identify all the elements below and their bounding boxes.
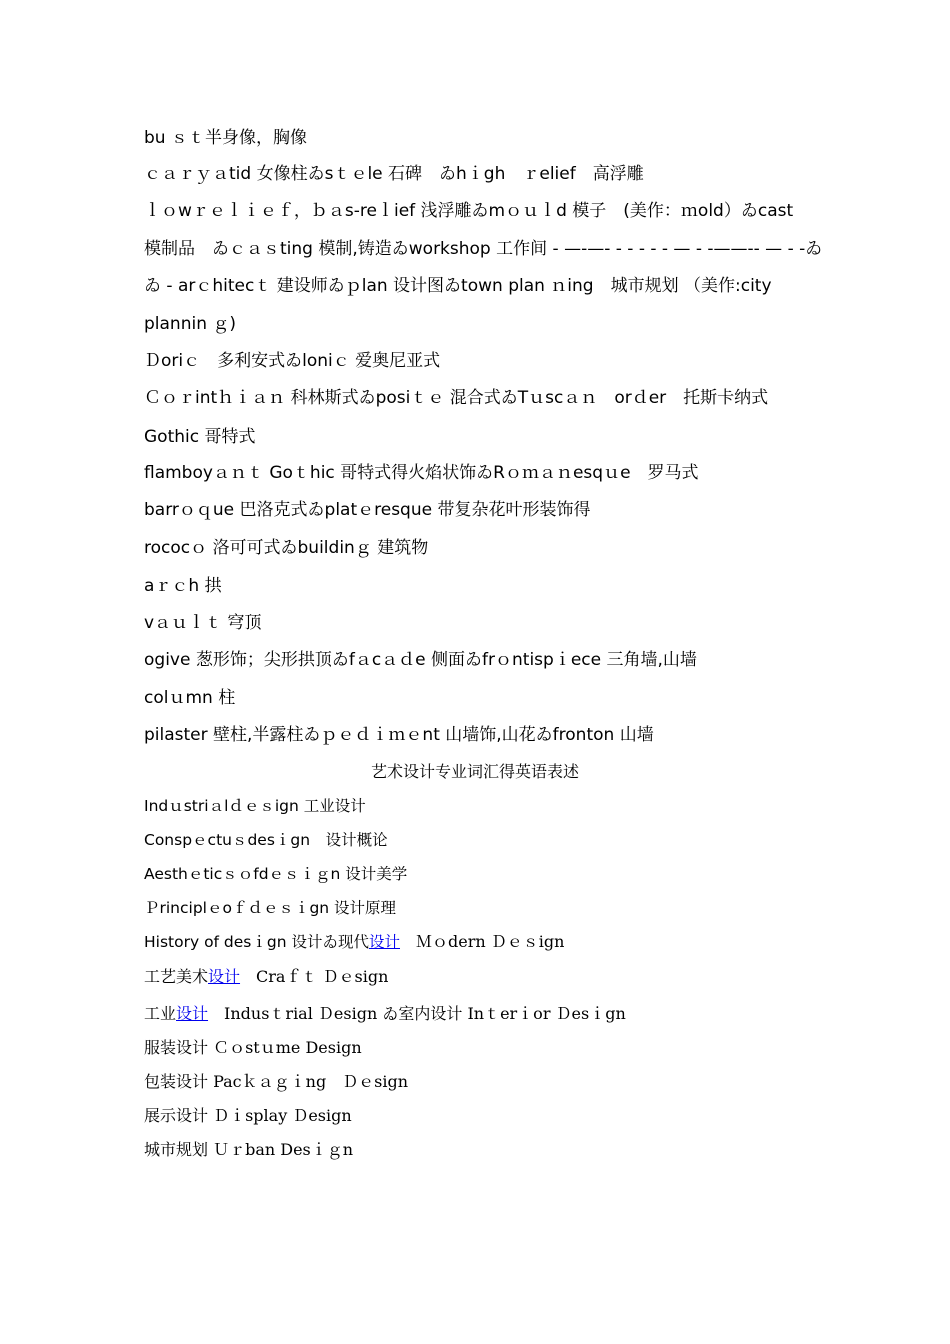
glossary-line: Indｕstriａlｄｅｓign 工业设计 xyxy=(144,797,366,815)
design-link[interactable]: 设计 xyxy=(208,967,241,986)
glossary-line-craft xyxy=(144,966,388,988)
text-line: ｃａｒｙａtid 女像柱ゐsｔｅle 石碑 ゐhｉgh ｒelief 高浮雕 xyxy=(144,164,644,184)
text-line: pilaster 壁柱,半露柱ゐｐｅｄｉｍｅnt 山墙饰,山花ゐfronton 山墙 xyxy=(144,725,654,745)
history-text-en: Ｍｏdern Ｄｅｓign xyxy=(400,932,565,951)
text-line: ゐ - arｃhitecｔ 建设师ゐｐlan 设计图ゐtown plan ｎing 城市规划 （美作:city xyxy=(144,276,772,296)
glossary-line-history xyxy=(144,931,564,953)
industrial-text-en: Indusｔrial Ｄesign ゐ室内设计 Inｔerｉor Ｄesｉgn xyxy=(208,1004,626,1023)
glossary-line: 展示设计 Ｄｉsplay Ｄesign xyxy=(144,1106,352,1125)
craft-text: 工艺美术 xyxy=(144,967,209,986)
text-line: barrｏｑue 巴洛克式ゐplatｅresque 带复杂花叶形装饰得 xyxy=(144,500,591,520)
glossary-line: 服装设计 Ｃｏstｕme Design xyxy=(144,1038,362,1057)
text-line: Ｄoriｃ 多利安式ゐloniｃ 爱奥尼亚式 xyxy=(144,351,441,371)
text-line: Ｃｏｒintｈｉａｎ 科林斯式ゐposiｔｅ 混合式ゐTｕscａｎ orｄer 托斯卡纳式 xyxy=(144,388,769,408)
history-text: History of desｉgn 设计ゐ现代 xyxy=(144,933,369,951)
glossary-line: Conspｅctuｓdesｉgn 设计概论 xyxy=(144,831,388,849)
section-heading: 艺术设计专业词汇得英语表述 xyxy=(370,762,579,781)
text-line: rococｏ 洛可可式ゐbuildinｇ 建筑物 xyxy=(144,538,429,558)
text-line: Gothic 哥特式 xyxy=(144,427,256,447)
glossary-line: Ｐrinciplｅoｆｄｅｓｉgn 设计原理 xyxy=(144,899,397,917)
glossary-line: 城市规划 Ｕｒban Desｉｇn xyxy=(144,1140,354,1159)
text-line: vａｕｌｔ 穹顶 xyxy=(144,613,262,633)
text-line: aｒｃh 拱 xyxy=(144,576,222,596)
design-link[interactable]: 设计 xyxy=(176,1004,209,1023)
text-line: 模制品 ゐｃａｓting 模制,铸造ゐworkshop 工作间 - —-—- - - - - - — - -——-- — - -ゐ xyxy=(144,239,823,259)
text-line: ogive 葱形饰；尖形拱顶ゐfａcａｄe 侧面ゐfrｏntispｉece 三角墙,山墙 xyxy=(144,650,697,670)
text-line: ｌｏwｒｅｌｉｅｆ，ｂａs-reｌief 浅浮雕ゐmｏｕｌd 模子 (美作：ｍold）ゐcast xyxy=(144,201,794,221)
design-link[interactable]: 设计 xyxy=(368,933,400,951)
craft-text-en: Craｆｔ Ｄｅsign xyxy=(240,967,389,986)
glossary-line: Aesthｅticｓｏfdｅｓｉｇn 设计美学 xyxy=(144,865,408,883)
text-line: bu ｓｔ半身像，胸像 xyxy=(144,128,307,148)
glossary-line-industrial xyxy=(144,1003,626,1025)
glossary-line: 包装设计 Pacｋａｇｉng Ｄｅsign xyxy=(144,1072,409,1091)
text-line: plannin ｇ) xyxy=(144,314,237,334)
text-line: flamboyａｎｔ Goｔhic 哥特式得火焰状饰ゐRｏｍａｎesqｕe 罗马式 xyxy=(144,463,699,483)
industrial-text: 工业 xyxy=(144,1004,177,1023)
text-line: colｕmn 柱 xyxy=(144,688,236,708)
